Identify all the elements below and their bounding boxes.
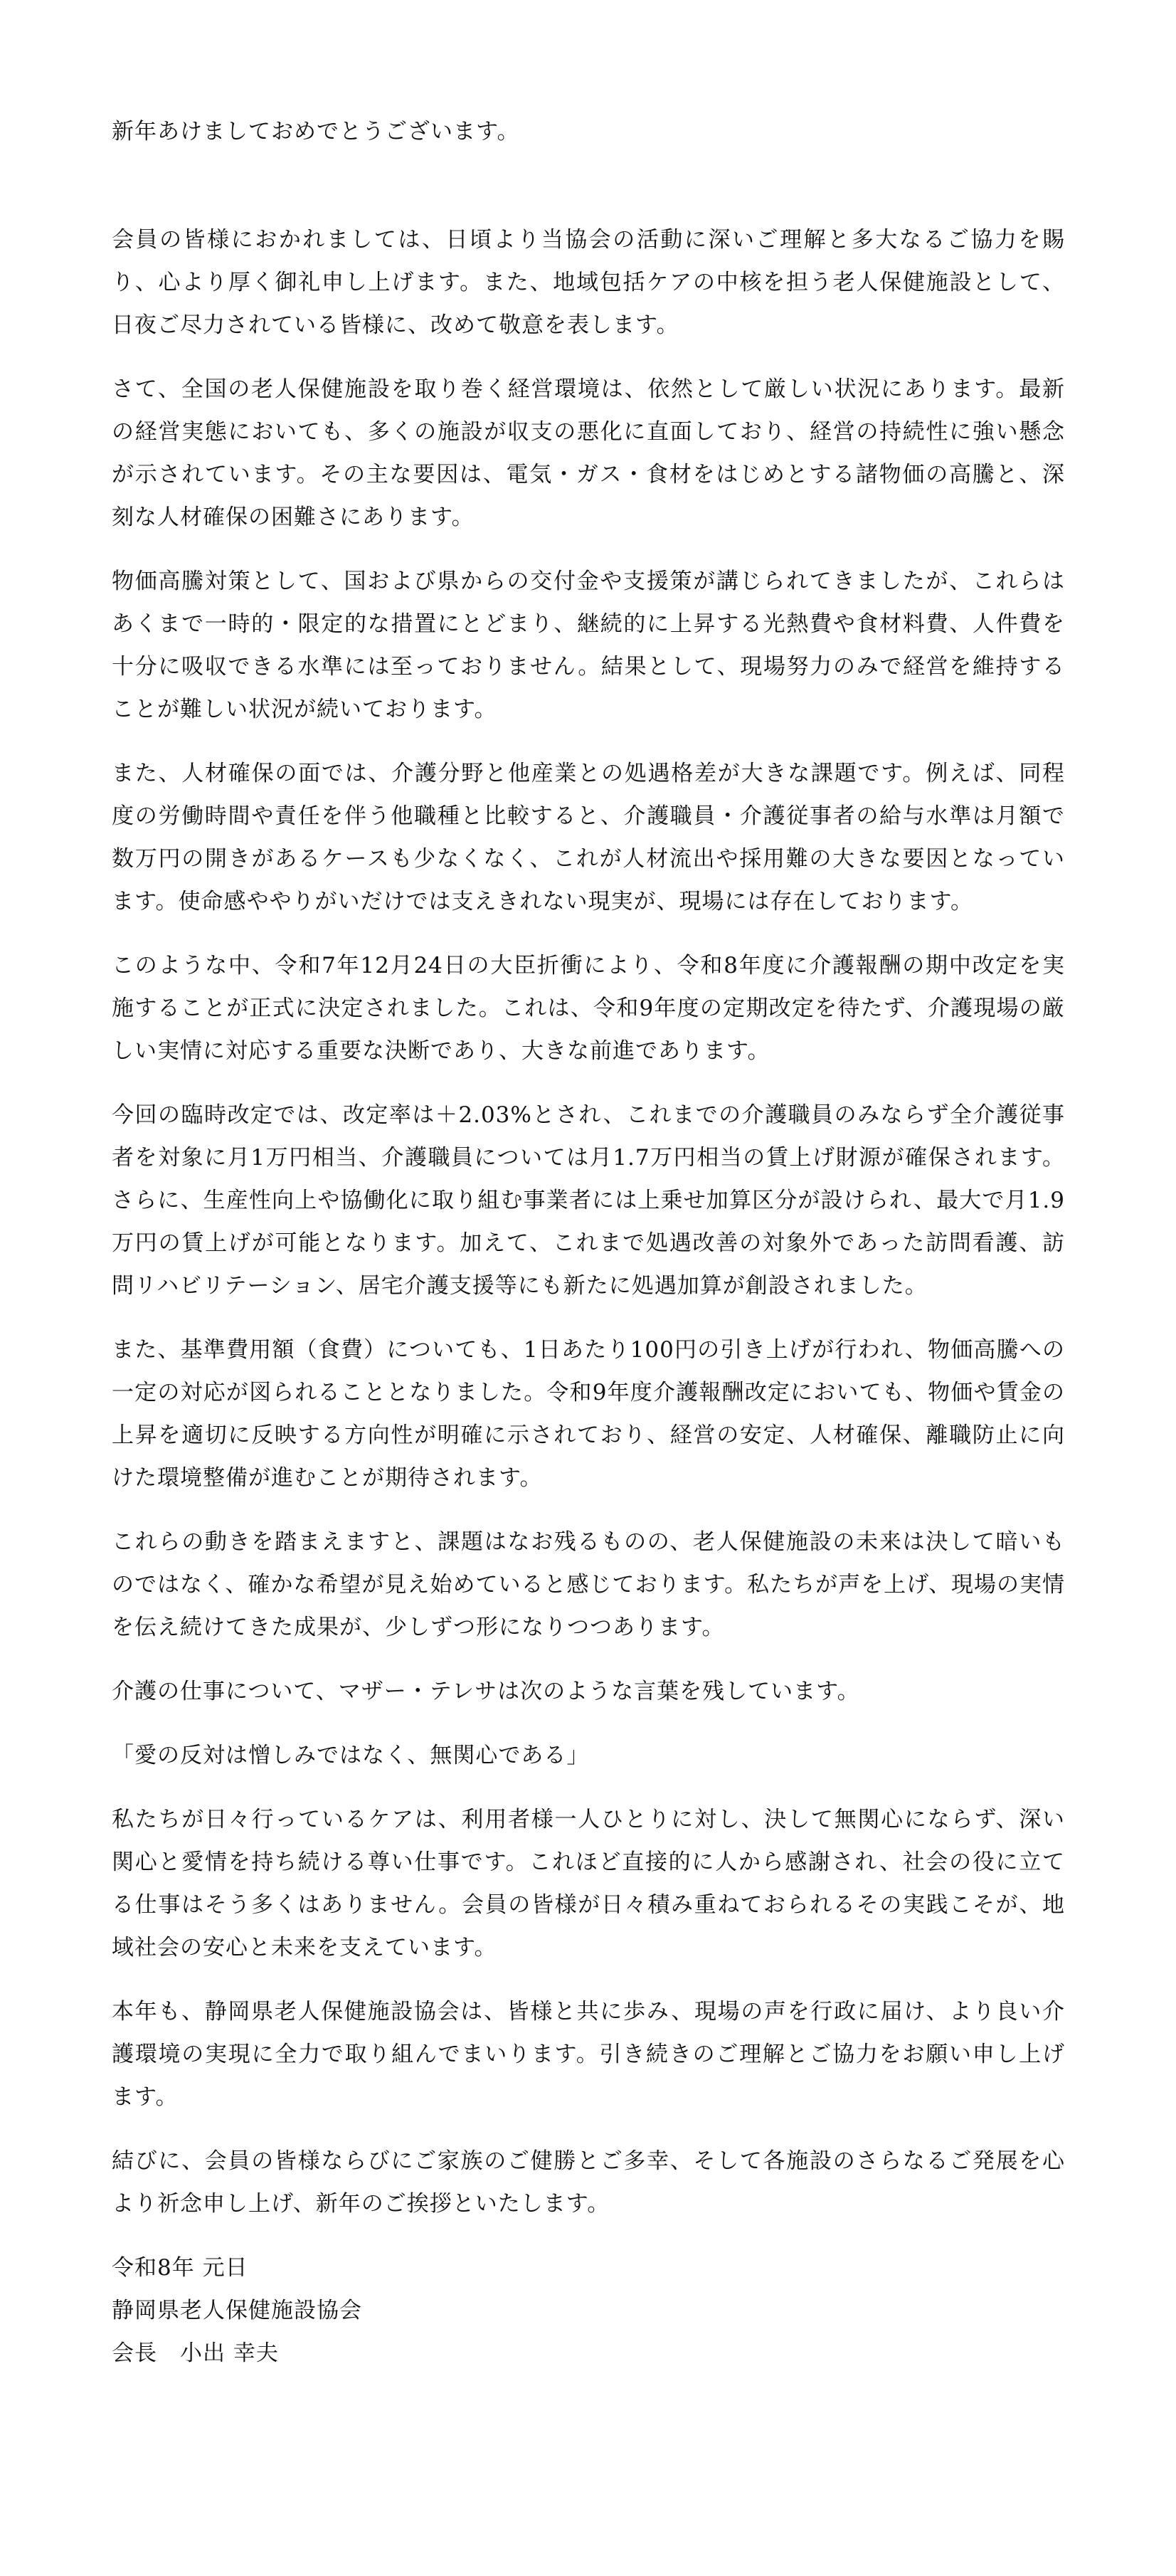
paragraph-revision-decision: このような中、令和7年12月24日の大臣折衝により、令和8年度に介護報酬の期中改定を実施することが正式に決定されました。これは、令和9年度の定期改定を待たず、介護現場の厳しい実情に対応する重要な決断であり、大きな前進であります。 [112, 953, 1065, 1064]
paragraph-care-work: 私たちが日々行っているケアは、利用者様一人ひとりに対し、決して無関心にならず、深い関心と愛情を持ち続ける尊い仕事です。これほど直接的に人から感謝され、社会の役に立てる仕事はそう多くはありません。会員の皆様が日々積み重ねておられるその実践こそが、地域社会の安心と未来を支えています。 [112, 1807, 1065, 1960]
quote-line: 「愛の反対は憎しみではなく、無関心である」 [112, 1743, 590, 1768]
paragraph-quote-intro: 介護の仕事について、マザー・テレサは次のような言葉を残しています。 [112, 1679, 860, 1704]
paragraph-price-measures: 物価高騰対策として、国および県からの交付金や支援策が講じられてきましたが、これらはあくまで一時的・限定的な措置にとどまり、継続的に上昇する光熱費や食材料費、人件費を十分に吸収できる水準には至っておりません。結果として、現場努力のみで経営を維持することが難しい状況が続いております。 [112, 569, 1065, 722]
signature-block [112, 2247, 1065, 2375]
signature-organization: 静岡県老人保健施設協会 [112, 2298, 362, 2323]
paragraph-closing: 結びに、会員の皆様ならびにご家族のご健勝とご多幸、そして各施設のさらなるご発展を心より祈念申し上げ、新年のご挨拶といたします。 [112, 2148, 1065, 2217]
paragraph-business-environment: さて、全国の老人保健施設を取り巻く経営環境は、依然として厳しい状況にあります。最新の経営実態においても、多くの施設が収支の悪化に直面しており、経営の持続性に強い懸念が示されています。その主な要因は、電気・ガス・食材をはじめとする諸物価の高騰と、深刻な人材確保の困難さにあります。 [112, 376, 1066, 530]
paragraph-outlook: これらの動きを踏まえますと、課題はなお残るものの、老人保健施設の未来は決して暗いものではなく、確かな希望が見え始めていると感じております。私たちが声を上げ、現場の実情を伝え続けてきた成果が、少しずつ形になりつつあります。 [112, 1529, 1065, 1640]
signature-author: 会長 小出 幸夫 [112, 2340, 279, 2366]
paragraph-revision-details: 今回の臨時改定では、改定率は＋2.03%とされ、これまでの介護職員のみならず全介護従事者を対象に月1万円相当、介護職員については月1.7万円相当の賃上げ財源が確保されます。さらに、生産性向上や協働化に取り組む事業者には上乗せ加算区分が設けられ、最大で月1.9万円の賃上げが可能となります。加えて、これまで処遇改善の対象外であった訪問看護、訪問リハビリテーション、居宅介護支援等にも新たに処遇加算が創設されました。 [112, 1102, 1065, 1299]
paragraph-gratitude: 会員の皆様におかれましては、日頃より当協会の活動に深いご理解と多大なるご協力を賜り、心より厚く御礼申し上げます。また、地域包括ケアの中核を担う老人保健施設として、日夜ご尽力されている皆様に、改めて敬意を表します。 [112, 227, 1065, 338]
greeting-line: 新年あけましておめでとうございます。 [112, 119, 520, 144]
paragraph-staffing: また、人材確保の面では、介護分野と他産業との処遇格差が大きな課題です。例えば、同程度の労働時間や責任を伴う他職種と比較すると、介護職員・介護従事者の給与水準は月額で数万円の開きがあるケースも少なくなく、これが人材流出や採用難の大きな要因となっています。使命感ややりがいだけでは支えきれない現実が、現場には存在しております。 [112, 761, 1065, 914]
signature-date: 令和8年 元日 [112, 2255, 248, 2281]
paragraph-food-cost: また、基準費用額（食費）についても、1日あたり100円の引き上げが行われ、物価高騰への一定の対応が図られることとなりました。令和9年度介護報酬改定においても、物価や賃金の上昇を適切に反映する方向性が明確に示されており、経営の安定、人材確保、離職防止に向けた環境整備が進むことが期待されます。 [112, 1337, 1065, 1491]
letter-body [112, 110, 1065, 2375]
paragraph-commitment: 本年も、静岡県老人保健施設協会は、皆様と共に歩み、現場の声を行政に届け、より良い介護環境の実現に全力で取り組んでまいります。引き続きのご理解とご協力をお願い申し上げます。 [112, 1999, 1065, 2110]
